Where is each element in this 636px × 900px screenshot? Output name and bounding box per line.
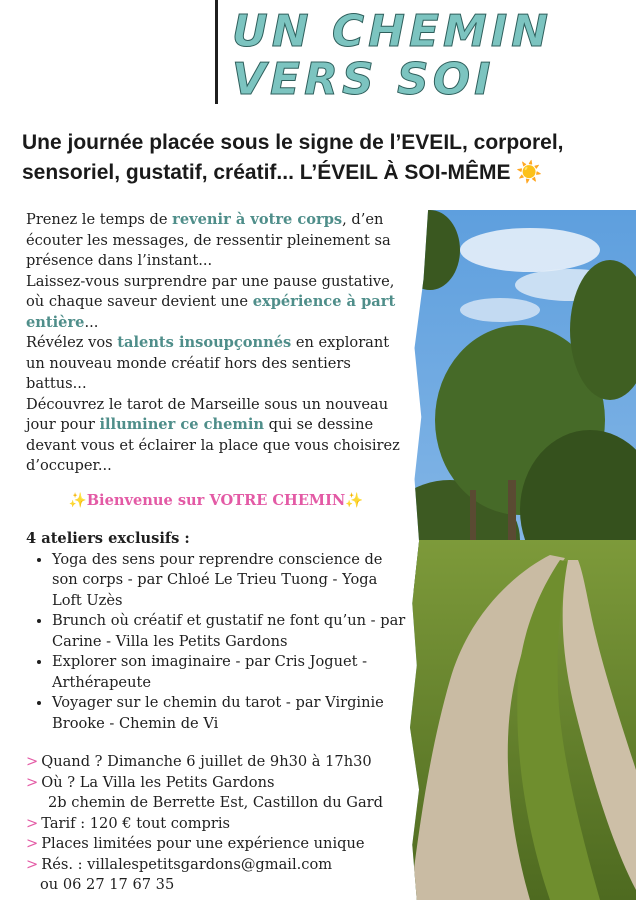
reservation-email: Rés. : villalespetitsgardons@gmail.com — [41, 855, 333, 873]
highlight: expérience à part entière — [26, 293, 396, 331]
info-places: > Places limitées pour une expérience unique — [26, 835, 365, 852]
main-text — [26, 210, 406, 896]
info-address: 2b chemin de Berrette Est, Castillon du Gard — [48, 794, 383, 811]
list-item: • Explorer son imaginaire - par Cris Joguet - Arthérapeute — [52, 652, 406, 693]
arrow-icon: > — [26, 773, 39, 791]
info-reservation — [26, 855, 406, 876]
arrow-icon: > — [26, 814, 39, 832]
info-where: > Où ? La Villa les Petits Gardons — [26, 773, 275, 791]
intro-paragraph-1: Prenez le temps de revenir à votre corps, d’en écouter les messages, de ressentir pleinement sa présence dans l’instant... — [26, 211, 391, 269]
arrow-icon: > — [26, 753, 39, 770]
arrow-icon: > — [26, 855, 39, 873]
intro-paragraph-4: Découvrez le tarot de Marseille sous un nouveau jour pour illuminer ce chemin qui se dessine devant vous et éclairer la place que vous choisirez d’occuper... — [26, 395, 400, 474]
highlight: revenir à votre corps — [172, 211, 343, 228]
ateliers-list — [26, 550, 406, 735]
info-when: > Quand ? Dimanche 6 juillet de 9h30 à 17h30 — [26, 753, 372, 770]
title-line-2: VERS SOI — [232, 54, 495, 105]
country-path-photo — [410, 210, 636, 900]
list-item: • Yoga des sens pour reprendre conscience de son corps - par Chloé Le Trieu Tuong - Yoga Loft Uzès — [52, 550, 406, 612]
ateliers-heading: 4 ateliers exclusifs : — [26, 530, 190, 547]
subtitle — [22, 128, 622, 188]
path-illustration — [410, 210, 636, 900]
welcome-banner: ✨Bienvenue sur VOTRE CHEMIN✨ — [68, 491, 364, 509]
event-info — [26, 752, 406, 896]
intro-paragraph-2: Laissez-vous surprendre par une pause gustative, où chaque saveur devient une expérience à part entière... — [26, 272, 396, 331]
highlight: talents insoupçonnés — [117, 334, 292, 351]
subtitle-text: Une journée placée sous le signe de l’EVEIL, corporel, sensoriel, gustatif, créatif... L’ÉVEIL À SOI-MÊME — [22, 131, 564, 184]
arrow-icon: > — [26, 835, 39, 852]
info-price: > Tarif : 120 € tout compris — [26, 814, 231, 832]
title-line-1: UN CHEMIN — [232, 6, 553, 57]
highlight: illuminer ce chemin — [99, 416, 264, 433]
sun-icon: ☀️ — [516, 161, 543, 184]
title-divider — [215, 0, 218, 104]
list-item: • Voyager sur le chemin du tarot - par Virginie Brooke - Chemin de Vi — [52, 693, 406, 734]
list-item: • Brunch où créatif et gustatif ne font qu’un - par Carine - Villa les Petits Gardons — [52, 611, 406, 652]
intro-paragraph-3: Révélez vos talents insoupçonnés en explorant un nouveau monde créatif hors des sentiers battus... — [26, 334, 390, 392]
page-title — [232, 8, 552, 104]
info-phone: ou 06 27 17 67 35 — [40, 876, 175, 893]
